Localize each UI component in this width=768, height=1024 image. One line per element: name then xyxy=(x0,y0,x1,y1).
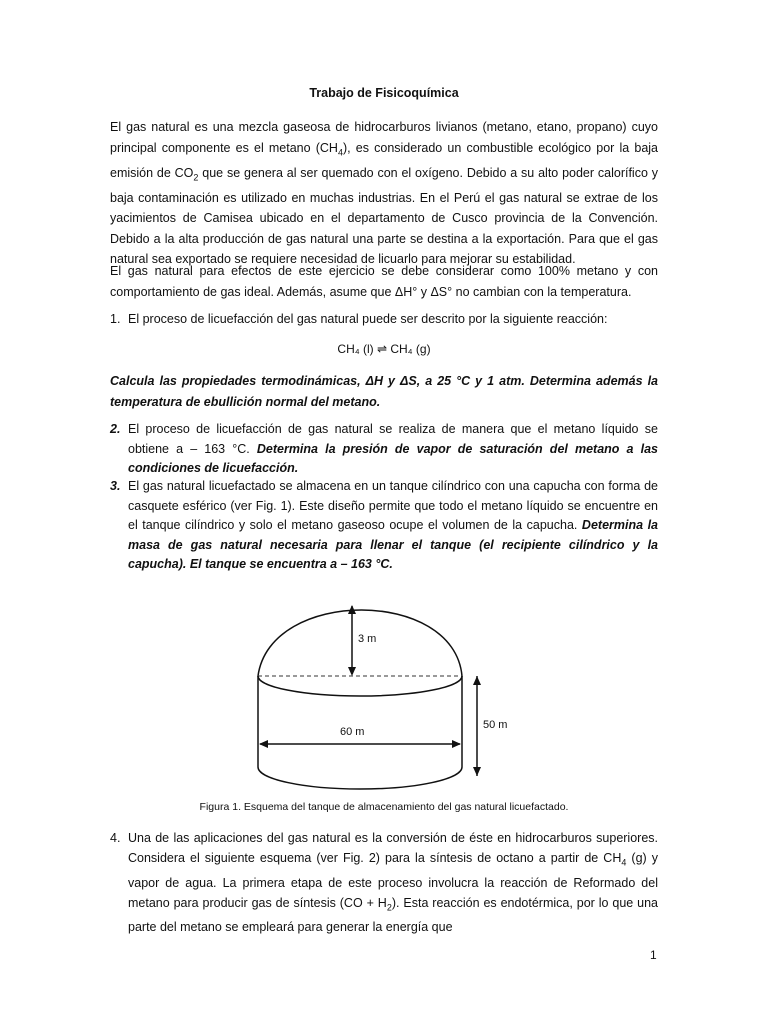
height-arrow-head-bottom xyxy=(473,767,481,776)
intro-sub-2: 2 xyxy=(193,172,199,182)
intro-paragraph-2: El gas natural para efectos de este ejercicio se debe considerar como 100% metano y con comportamiento de gas ideal. Además, asume que ΔH° y ΔS° no cambian con la temperatura. xyxy=(110,264,658,299)
question-2-number: 2. xyxy=(110,422,121,436)
diameter-arrow-head-left xyxy=(259,740,268,748)
question-4-sub-2: 2 xyxy=(386,902,392,912)
question-4-text-b: (g) y vapor de agua. La primera etapa de este proceso involucra la reacción de Reformado del metano para producir gas de síntesis (CO + H xyxy=(128,851,658,910)
page-number: 1 xyxy=(650,948,657,962)
question-1-number: 1. xyxy=(110,312,121,326)
question-4-text-c: ). Esta reacción es endotérmica, por lo que una parte del metano se empleará para generar la energía que xyxy=(128,895,658,934)
figure-caption: Figura 1. Esquema del tanque de almacenamiento del gas natural licuefactado. xyxy=(199,801,569,813)
question-4-sub-4: 4 xyxy=(621,857,627,868)
intro-text-a: El gas natural es una mezcla gaseosa de hidrocarburos livianos (metano, etano, propano) cuyo principal componente es el metano (CH xyxy=(110,120,658,155)
cap-height-label: 3 m xyxy=(358,633,377,645)
question-2-text: El proceso de licuefacción de gas natural se realiza de manera que el metano líquido se obtiene a – 163 °C. xyxy=(128,422,658,456)
intro-sub-4: 4 xyxy=(337,147,343,157)
question-1 xyxy=(110,310,658,330)
page-title: Trabajo de Fisicoquímica xyxy=(309,86,459,100)
question-3 xyxy=(110,477,658,575)
diameter-label: 60 m xyxy=(340,726,365,738)
cap-arrow-head-bottom xyxy=(348,667,356,676)
question-3-body xyxy=(128,477,658,575)
intro-paragraph-1 xyxy=(110,117,658,270)
question-2-body xyxy=(128,420,658,479)
tank-figure xyxy=(240,590,520,795)
question-4-body xyxy=(128,828,658,937)
height-arrow-head-top xyxy=(473,676,481,685)
question-3-task: Determina la masa de gas natural necesaria para llenar el tanque (el recipiente cilíndrico y la capucha). El tanque se encuentra a – 163 °C. xyxy=(128,518,659,571)
intro-text-c: que se genera al ser quemado con el oxígeno. Debido a su alto poder calorífico y baja contaminación es utilizado en muchas industrias. En el Perú el gas natural se extrae de los yacimientos de Camisea ubicado en el departamento de Cusco provincia de la Convención. Debido a la alta producción de gas natural una parte se destina a la exportación. Para que el gas natural sea exportado se requiere necesidad de licuarlo para mejorar su estabilidad. xyxy=(110,165,658,266)
diameter-arrow-head-right xyxy=(452,740,461,748)
question-4-number: 4. xyxy=(110,831,121,845)
tank-top-ellipse xyxy=(258,676,462,696)
question-1-task: Calcula las propiedades termodinámicas, ΔH y ΔS, a 25 °C y 1 atm. Determina además la temperatura de ebullición normal del metano. xyxy=(110,374,658,409)
height-label: 50 m xyxy=(483,719,508,731)
question-3-text: El gas natural licuefactado se almacena en un tanque cilíndrico con una capucha con forma de casquete esférico (ver Fig. 1). Este diseño permite que todo el metano líquido se encuentre en el tanque cilíndrico y solo el metano gaseoso ocupe el volumen de la capucha. xyxy=(128,479,658,532)
question-3-number: 3. xyxy=(110,479,121,493)
intro-text-b: ), es considerado un combustible ecológico por la baja emisión de CO xyxy=(110,140,658,180)
question-2 xyxy=(110,420,658,479)
question-4 xyxy=(110,828,658,937)
question-1-text: El proceso de licuefacción del gas natural puede ser descrito por la siguiente reacción: xyxy=(128,312,608,326)
reaction-equation: CH₄ (l) ⇌ CH₄ (g) xyxy=(337,342,431,356)
tank-bottom xyxy=(258,767,462,789)
question-2-task: Determina la presión de vapor de saturación del metano a las condiciones de licuefacción. xyxy=(128,441,658,475)
question-4-text-a: Una de las aplicaciones del gas natural es la conversión de éste en hidrocarburos superiores. Considera el siguiente esquema (ver Fig. 2) para la síntesis de octano a partir de CH xyxy=(128,831,658,865)
